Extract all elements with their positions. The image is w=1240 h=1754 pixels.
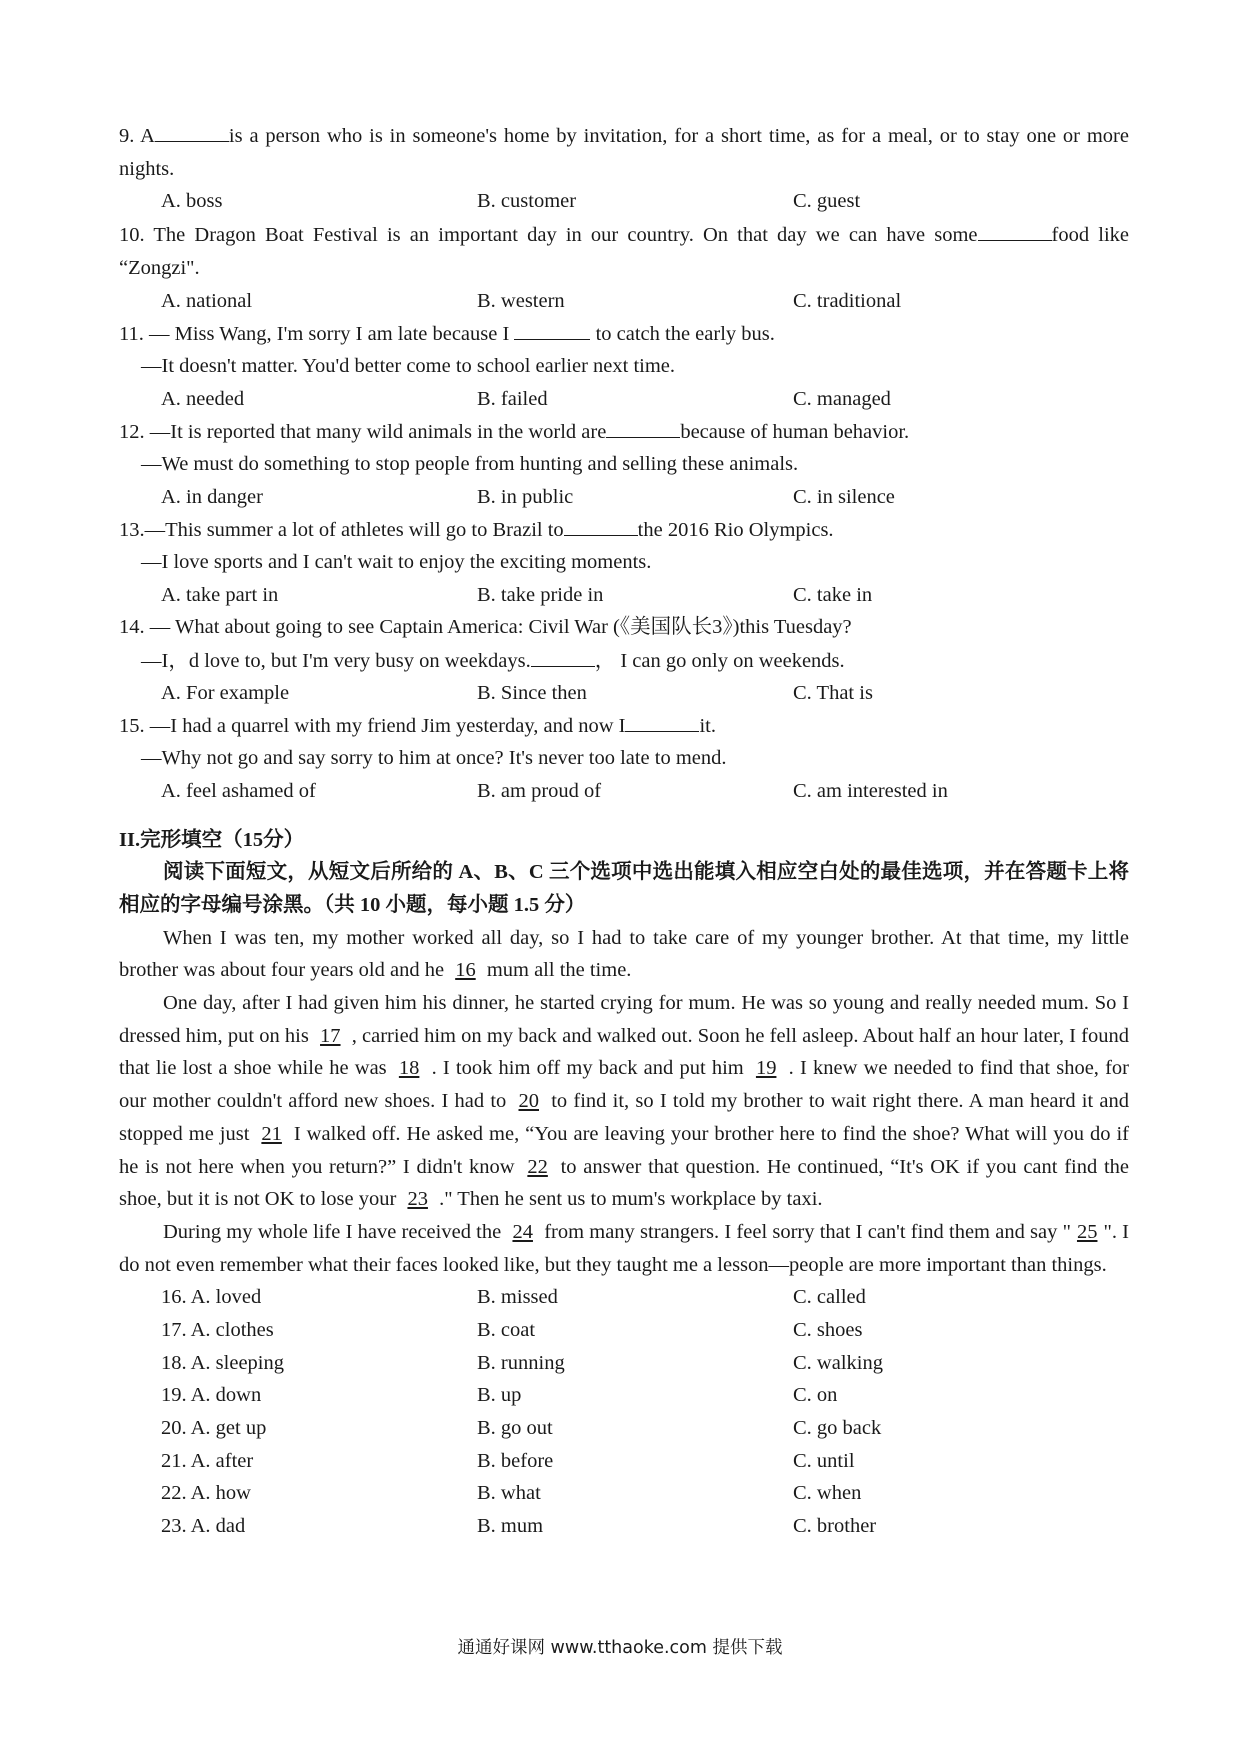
option-c: C. walking (793, 1351, 883, 1374)
option-b: B. mum (477, 1515, 544, 1538)
passage-text: from many strangers. I feel sorry that I can't find them and say " (544, 1220, 1071, 1243)
passage-text: mum all the time. (486, 959, 632, 982)
question-text: 13.—This summer a lot of athletes will go to Brazil to (119, 519, 564, 542)
question-text: it. (699, 715, 717, 738)
question-text: is a person who is in someone's home by invitation, for a short time, as for a meal, or to stay one or more nights. (119, 125, 1129, 180)
passage-text: ." Then he sent us to mum's workplace by taxi. (439, 1188, 823, 1211)
question-text: the 2016 Rio Olympics. (637, 519, 834, 542)
option-c: C. take in (793, 583, 873, 606)
question-15 (119, 709, 1129, 742)
option-b: B. go out (477, 1417, 553, 1440)
option-b: B. before (477, 1449, 554, 1472)
option-a: 18. A. sleeping (161, 1351, 284, 1374)
passage-text: During my whole life I have received the (163, 1220, 502, 1243)
cloze-options-row (119, 1477, 1129, 1510)
option-c: C. go back (793, 1417, 882, 1440)
passage-text: . I knew we needed to find that shoe, for our mother couldn't afford new shoes. I had to (119, 1057, 1130, 1113)
question-text: 12. —It is reported that many wild animals in the world are (119, 421, 607, 444)
question-12 (119, 415, 1129, 448)
cloze-options-row (119, 1314, 1129, 1347)
options-row (119, 677, 1129, 710)
option-a: A. needed (161, 387, 245, 410)
passage-text: to answer that question. He continued, “It's OK if you cant find the shoe, but it is not OK to lose your (119, 1155, 1129, 1211)
answer-blank (514, 317, 590, 340)
passage-text: . I took him off my back and put him (431, 1057, 744, 1080)
question-text: 9. A (119, 125, 155, 147)
dialogue-reply (119, 644, 1129, 677)
question-text: food like “Zongzi". (119, 224, 1129, 279)
cloze-options (119, 1281, 1129, 1543)
blank-number: 16 (455, 959, 476, 982)
blank-number: 19 (755, 1057, 777, 1080)
option-a: 16. A. loved (161, 1286, 262, 1309)
question-text: to catch the early bus. (595, 323, 775, 346)
dialogue-reply: —I love sports and I can't wait to enjoy the exciting moments. (141, 551, 652, 573)
option-c: C. in silence (793, 485, 895, 508)
option-c: C. until (793, 1449, 855, 1472)
question-text: 10. The Dragon Boat Festival is an important day in our country. On that day we can have some (119, 224, 978, 247)
option-c: C. guest (793, 190, 861, 213)
blank-number: 23 (407, 1188, 428, 1211)
option-c: C. brother (793, 1515, 877, 1538)
option-a: A. in danger (161, 485, 263, 508)
passage-text: I walked off. He asked me, “You are leaving your brother here to find the shoe? What will you do if he is not here when you return?” I didn't know (119, 1122, 1130, 1178)
question-text: —I，d love to, but I'm very busy on weekdays. (141, 650, 531, 673)
cloze-options-row (119, 1347, 1129, 1380)
passage-text: When I was ten, my mother worked all day, so I had to take care of my younger brother. At that time, my little brother was about four years old and he (119, 926, 1129, 982)
option-c: C. on (793, 1384, 838, 1407)
answer-blank (625, 709, 699, 732)
option-c: C. shoes (793, 1319, 863, 1342)
question-text: 11. — Miss Wang, I'm sorry I am late because I (119, 323, 510, 346)
option-c: C. That is (793, 681, 873, 704)
dialogue-reply: —Why not go and say sorry to him at once? It's never too late to mend. (141, 747, 727, 770)
blank-number: 17 (320, 1024, 341, 1047)
cloze-options-row (119, 1281, 1129, 1314)
option-b: B. coat (477, 1319, 536, 1342)
answer-blank (564, 513, 638, 536)
cloze-options-row (119, 1445, 1129, 1478)
question-11 (119, 317, 1129, 350)
passage-text: , carried him on my back and walked out. Soon he fell asleep. About half an hour later, I found that lie lost a shoe while he was (119, 1024, 1130, 1080)
options-row (119, 775, 1129, 808)
cloze-options-row (119, 1510, 1129, 1543)
option-c: C. when (793, 1482, 862, 1505)
passage-text: One day, after I had given him his dinner, he started crying for mum. He was so young and really needed mum. So I dressed him, put on his (119, 992, 1129, 1047)
page-content (119, 119, 1129, 1543)
option-c: C. called (793, 1286, 866, 1309)
options-row (119, 185, 1129, 218)
passage-paragraph-3 (119, 1216, 1129, 1281)
option-b: B. take pride in (477, 583, 604, 606)
option-a: A. feel ashamed of (161, 779, 316, 802)
passage-paragraph-2 (119, 987, 1129, 1216)
blank-number: 20 (518, 1090, 539, 1113)
option-a: A. take part in (161, 583, 279, 606)
option-c: C. am interested in (793, 779, 948, 802)
blank-number: 24 (512, 1220, 533, 1243)
page-footer: 通通好课网 www.tthaoke.com 提供下载 (457, 1638, 783, 1658)
options-row (119, 579, 1129, 612)
question-9 (119, 119, 1129, 185)
question-text: because of human behavior. (680, 421, 910, 444)
dialogue-reply: —It doesn't matter. You'd better come to school earlier next time. (141, 354, 676, 377)
option-b: B. failed (477, 387, 548, 410)
option-b: B. running (477, 1351, 565, 1374)
option-a: A. boss (161, 190, 223, 213)
options-row (119, 285, 1129, 318)
section-title: II.完形填空（15分） (119, 828, 305, 851)
option-c: C. traditional (793, 289, 902, 312)
option-b: B. Since then (477, 681, 587, 704)
options-row (119, 481, 1129, 514)
cloze-options-row (119, 1412, 1129, 1445)
option-b: B. what (477, 1482, 541, 1505)
option-b: B. missed (477, 1286, 558, 1309)
option-b: B. up (477, 1384, 522, 1407)
options-row (119, 383, 1129, 416)
blank-number: 18 (398, 1057, 420, 1080)
option-a: 19. A. down (161, 1384, 262, 1407)
passage-text: to find it, so I told my brother to wait right there. A man heard it and stopped me just (119, 1090, 1130, 1145)
answer-blank (531, 644, 595, 667)
option-a: 23. A. dad (161, 1515, 246, 1538)
option-b: B. am proud of (477, 779, 602, 802)
option-a: 20. A. get up (161, 1417, 267, 1440)
question-text: 15. —I had a quarrel with my friend Jim yesterday, and now I (119, 715, 626, 738)
cloze-options-row (119, 1379, 1129, 1412)
blank-number: 22 (527, 1155, 548, 1178)
question-14 (119, 611, 1129, 644)
option-a: A. national (161, 289, 253, 312)
answer-blank (606, 415, 680, 438)
option-a: 22. A. how (161, 1482, 251, 1505)
option-b: B. customer (477, 190, 577, 213)
question-text: ， I can go only on weekends. (594, 650, 845, 673)
option-a: 21. A. after (161, 1449, 254, 1472)
option-a: 17. A. clothes (161, 1319, 274, 1342)
question-10 (119, 218, 1129, 284)
option-b: B. western (477, 289, 565, 312)
passage-paragraph-1 (119, 922, 1129, 987)
answer-blank (978, 218, 1052, 241)
option-b: B. in public (477, 485, 574, 508)
passage-text: ". I do not even remember what their faces looked like, but they taught me a lesson—people are more important than things. (119, 1220, 1130, 1276)
dialogue-reply: —We must do something to stop people from hunting and selling these animals. (141, 452, 799, 475)
answer-blank (155, 119, 229, 142)
section-instructions: 阅读下面短文，从短文后所给的 A、B、C 三个选项中选出能填入相应空白处的最佳选项，并在答题卡上将相应的字母编号涂黑。（共 10 小题，每小题 1.5 分） (119, 861, 1129, 916)
question-text: 14. — What about going to see Captain America: Civil War (《美国队长3》)this Tuesday? (119, 616, 852, 639)
question-13 (119, 513, 1129, 546)
blank-number: 25 (1076, 1220, 1098, 1243)
blank-number: 21 (261, 1122, 282, 1145)
option-a: A. For example (161, 681, 290, 704)
option-c: C. managed (793, 387, 891, 410)
